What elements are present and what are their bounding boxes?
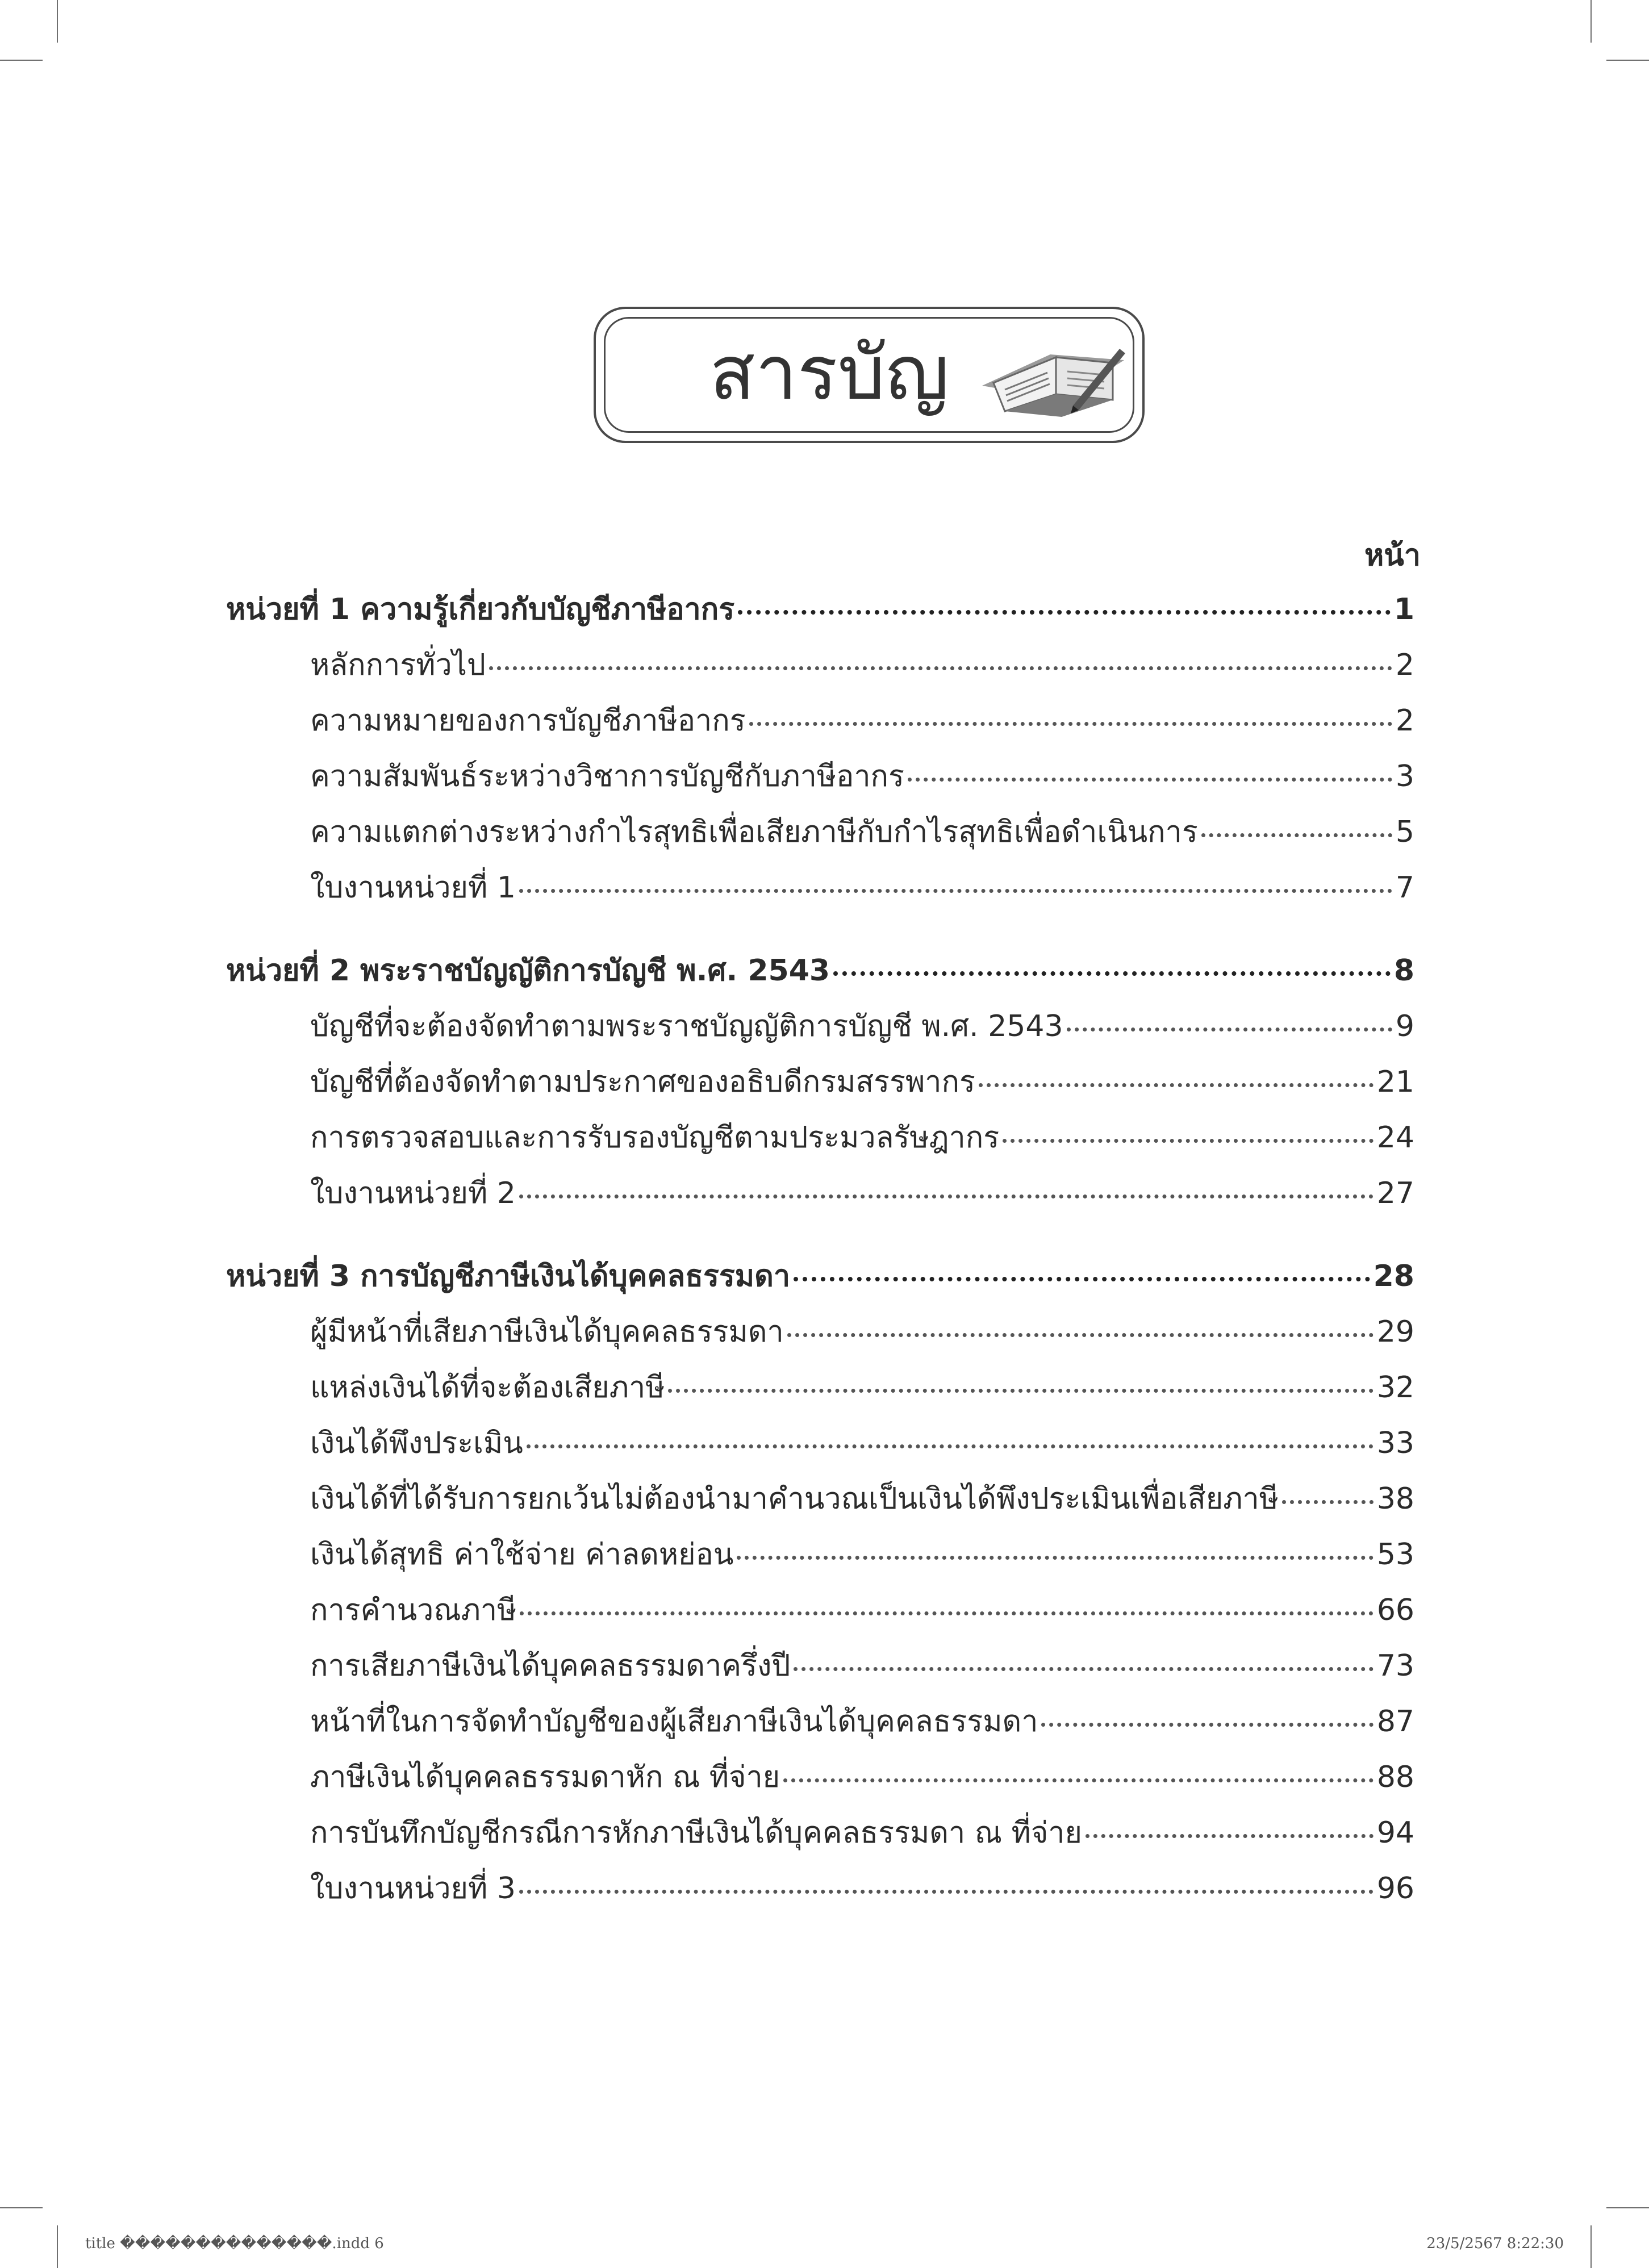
dot-leader <box>519 1194 1374 1198</box>
dot-leader <box>1041 1723 1373 1727</box>
toc-unit-row[interactable] <box>226 1252 1414 1308</box>
crop-mark <box>1606 60 1649 61</box>
toc-entry-title: เงินได้ที่ได้รับการยกเว้นไม่ต้องนำมาคำนวณเป็นเงินได้พึงประเมินเพื่อเสียภาษี <box>310 1482 1279 1516</box>
open-book-pen-icon <box>971 337 1135 423</box>
crop-mark <box>1590 2225 1592 2268</box>
toc-entry-row[interactable] <box>226 1113 1414 1169</box>
toc-entry-title: เงินได้สุทธิ ค่าใช้จ่าย ค่าลดหย่อน <box>310 1538 734 1572</box>
dot-leader <box>979 1083 1374 1087</box>
dot-leader <box>1201 833 1392 837</box>
toc-page-number: 32 <box>1376 1371 1414 1405</box>
footer-file-name: title ��������������.indd 6 <box>85 2235 384 2252</box>
toc-entry-row[interactable] <box>226 1419 1414 1475</box>
toc-entry-row[interactable] <box>226 1363 1414 1419</box>
dot-leader <box>520 1611 1373 1615</box>
crop-mark <box>0 60 43 61</box>
toc-entry-row[interactable] <box>226 1753 1414 1808</box>
toc-page-number: 24 <box>1376 1121 1414 1155</box>
dot-leader <box>519 889 1392 893</box>
toc-entry-title: ความสัมพันธ์ระหว่างวิชาการบัญชีกับภาษีอากร <box>310 759 904 793</box>
toc-page-number: 5 <box>1395 815 1414 849</box>
crop-mark <box>57 2225 58 2268</box>
dot-leader <box>787 1333 1374 1337</box>
dot-leader <box>783 1778 1374 1782</box>
toc-page-number: 87 <box>1376 1705 1414 1739</box>
toc-entry-row[interactable] <box>226 1058 1414 1113</box>
dot-leader <box>794 1667 1373 1671</box>
toc-page-number: 88 <box>1376 1760 1414 1794</box>
toc-page-number: 7 <box>1395 871 1414 905</box>
dot-leader <box>489 666 1392 670</box>
toc-entry-row[interactable] <box>226 1169 1414 1225</box>
toc-entry-title: ใบงานหน่วยที่ 1 <box>310 871 516 905</box>
page-column-label: หน้า <box>1364 538 1421 573</box>
toc-page-number: 94 <box>1376 1816 1414 1850</box>
dot-leader <box>794 1277 1370 1281</box>
toc-entry-row[interactable] <box>226 1864 1414 1920</box>
toc-entry-row[interactable] <box>226 1308 1414 1363</box>
dot-leader <box>738 610 1391 615</box>
table-of-contents <box>226 585 1414 1920</box>
toc-entry-title: การเสียภาษีเงินได้บุคคลธรรมดาครึ่งปี <box>310 1649 791 1683</box>
toc-page-number: 28 <box>1373 1259 1414 1293</box>
toc-page-number: 96 <box>1376 1872 1414 1906</box>
toc-entry-row[interactable] <box>226 1586 1414 1642</box>
page-title: สารบัญ <box>709 329 949 417</box>
crop-mark <box>0 2207 43 2208</box>
toc-entry-title: การตรวจสอบและการรับรองบัญชีตามประมวลรัษฎากร <box>310 1121 1000 1155</box>
toc-entry-title: หลักการทั่วไป <box>310 648 486 682</box>
dot-leader <box>749 722 1392 726</box>
toc-entry-title: ภาษีเงินได้บุคคลธรรมดาหัก ณ ที่จ่าย <box>310 1760 780 1794</box>
toc-unit-title: หน่วยที่ 3 การบัญชีภาษีเงินได้บุคคลธรรมดา <box>226 1259 791 1293</box>
toc-page-number: 3 <box>1395 759 1414 793</box>
dot-leader <box>908 778 1392 782</box>
toc-entry-title: ผู้มีหน้าที่เสียภาษีเงินได้บุคคลธรรมดา <box>310 1315 784 1349</box>
dot-leader <box>668 1389 1373 1393</box>
toc-unit-title: หน่วยที่ 2 พระราชบัญญัติการบัญชี พ.ศ. 2543 <box>226 954 830 988</box>
toc-page-number: 2 <box>1395 704 1414 738</box>
toc-entry-row[interactable] <box>226 1530 1414 1586</box>
dot-leader <box>1067 1028 1392 1031</box>
toc-entry-title: ใบงานหน่วยที่ 2 <box>310 1176 516 1210</box>
toc-page-number: 27 <box>1376 1176 1414 1210</box>
toc-entry-title: บัญชีที่ต้องจัดทำตามประกาศของอธิบดีกรมสรรพากร <box>310 1065 975 1099</box>
toc-entry-row[interactable] <box>226 863 1414 919</box>
crop-mark <box>1590 0 1592 43</box>
crop-mark <box>57 0 58 43</box>
toc-entry-title: การบันทึกบัญชีกรณีการหักภาษีเงินได้บุคคลธรรมดา ณ ที่จ่าย <box>310 1816 1082 1850</box>
dot-leader <box>737 1556 1373 1560</box>
toc-page-number: 38 <box>1376 1482 1414 1516</box>
toc-entry-row[interactable] <box>226 1697 1414 1753</box>
toc-entry-title: หน้าที่ในการจัดทำบัญชีของผู้เสียภาษีเงินได้บุคคลธรรมดา <box>310 1705 1038 1739</box>
footer-timestamp: 23/5/2567 8:22:30 <box>1426 2235 1564 2252</box>
toc-entry-row[interactable] <box>226 641 1414 696</box>
dot-leader <box>527 1444 1374 1448</box>
toc-page-number: 21 <box>1376 1065 1414 1099</box>
toc-entry-title: บัญชีที่จะต้องจัดทำตามพระราชบัญญัติการบัญชี พ.ศ. 2543 <box>310 1009 1063 1043</box>
toc-page-number: 8 <box>1393 954 1414 988</box>
toc-entry-row[interactable] <box>226 696 1414 752</box>
toc-unit-row[interactable] <box>226 946 1414 1002</box>
toc-page-number: 1 <box>1393 592 1414 626</box>
toc-entry-title: การคำนวณภาษี <box>310 1593 517 1627</box>
toc-page-number: 9 <box>1395 1009 1414 1043</box>
toc-entry-title: แหล่งเงินได้ที่จะต้องเสียภาษี <box>310 1371 665 1405</box>
toc-page-number: 2 <box>1395 648 1414 682</box>
crop-mark <box>1606 2207 1649 2208</box>
toc-entry-title: ความหมายของการบัญชีภาษีอากร <box>310 704 746 738</box>
toc-entry-row[interactable] <box>226 1002 1414 1058</box>
toc-entry-title: ใบงานหน่วยที่ 3 <box>310 1872 516 1906</box>
dot-leader <box>1086 1834 1374 1838</box>
toc-entry-row[interactable] <box>226 1808 1414 1864</box>
toc-page-number: 33 <box>1376 1426 1414 1460</box>
toc-entry-row[interactable] <box>226 752 1414 808</box>
title-frame <box>594 307 1145 443</box>
dot-leader <box>519 1890 1374 1894</box>
toc-entry-row[interactable] <box>226 1475 1414 1530</box>
toc-page-number: 53 <box>1376 1538 1414 1572</box>
dot-leader <box>1282 1500 1374 1504</box>
toc-entry-row[interactable] <box>226 1642 1414 1697</box>
toc-page-number: 73 <box>1376 1649 1414 1683</box>
toc-unit-title: หน่วยที่ 1 ความรู้เกี่ยวกับบัญชีภาษีอากร <box>226 592 735 626</box>
toc-page-number: 29 <box>1376 1315 1414 1349</box>
toc-unit-row[interactable] <box>226 585 1414 641</box>
dot-leader <box>833 971 1391 976</box>
toc-entry-title: เงินได้พึงประเมิน <box>310 1426 523 1460</box>
toc-entry-row[interactable] <box>226 808 1414 863</box>
toc-page-number: 66 <box>1376 1593 1414 1627</box>
dot-leader <box>1003 1139 1374 1143</box>
toc-entry-title: ความแตกต่างระหว่างกำไรสุทธิเพื่อเสียภาษีกับกำไรสุทธิเพื่อดำเนินการ <box>310 815 1198 849</box>
